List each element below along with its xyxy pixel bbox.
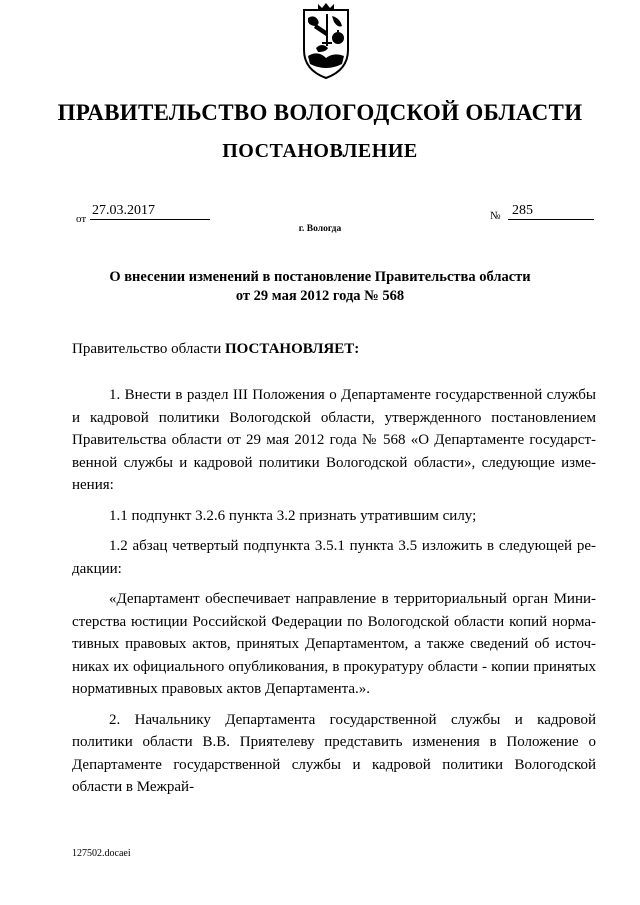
vologda-coat-of-arms-icon <box>298 2 354 82</box>
paragraph-1-2: 1.2 абзац четвертый подпункта 3.5.1 пункта 3.5 изложить в следующей редакции: <box>72 538 596 577</box>
city-label: г. Вологда <box>298 224 342 234</box>
resolution-intro <box>72 341 359 358</box>
subject-line-2: от 29 мая 2012 года № 568 <box>235 288 405 304</box>
document-type: ПОСТАНОВЛЕНИЕ <box>222 140 418 162</box>
document-body <box>72 384 596 807</box>
paragraph-1-1: 1.1 подпункт 3.2.6 пункта 3.2 признать утратившим силу; <box>109 507 477 524</box>
paragraph-1: 1. Внести в раздел III Положения о Департаменте государственной службы и кадровой политики Вологодской области, утвержденного постановлением Правительства области от 29 мая 2012 года № 568 «О Департаменте государственной службы и кадровой политики Вологодской области», следующие изменения: <box>72 387 596 493</box>
document-subject <box>0 268 640 306</box>
paragraph-2: 2. Начальнику Департамента государственной службы и кадровой политики области В.В. Приятелеву представить изменения в Положение о Департаменте государственной службы и кадровой политики Вологодской области в Межрай- <box>72 711 596 795</box>
number-prefix: № <box>490 210 501 222</box>
footer-filename: 127502.docaei <box>72 848 131 859</box>
document-number: 285 <box>508 203 594 220</box>
intro-text: Правительство области <box>72 341 225 357</box>
government-title: ПРАВИТЕЛЬСТВО ВОЛОГОДСКОЙ ОБЛАСТИ <box>57 100 583 125</box>
date-prefix: от <box>76 213 87 225</box>
document-date: 27.03.2017 <box>90 203 210 220</box>
paragraph-quote: «Департамент обеспечивает направление в территориальный орган Министерства юстиции Российской Федерации по Вологодской области копий нормативных правовых актов, принятых Департаментом, а также сведений об источниках их официального опубликования, в прокуратуру области - копии принятых нормативных правовых актов Департамента.». <box>72 591 596 697</box>
intro-bold: ПОСТАНОВЛЯЕТ: <box>224 341 360 357</box>
subject-line-1: О внесении изменений в постановление Правительства области <box>109 269 531 285</box>
